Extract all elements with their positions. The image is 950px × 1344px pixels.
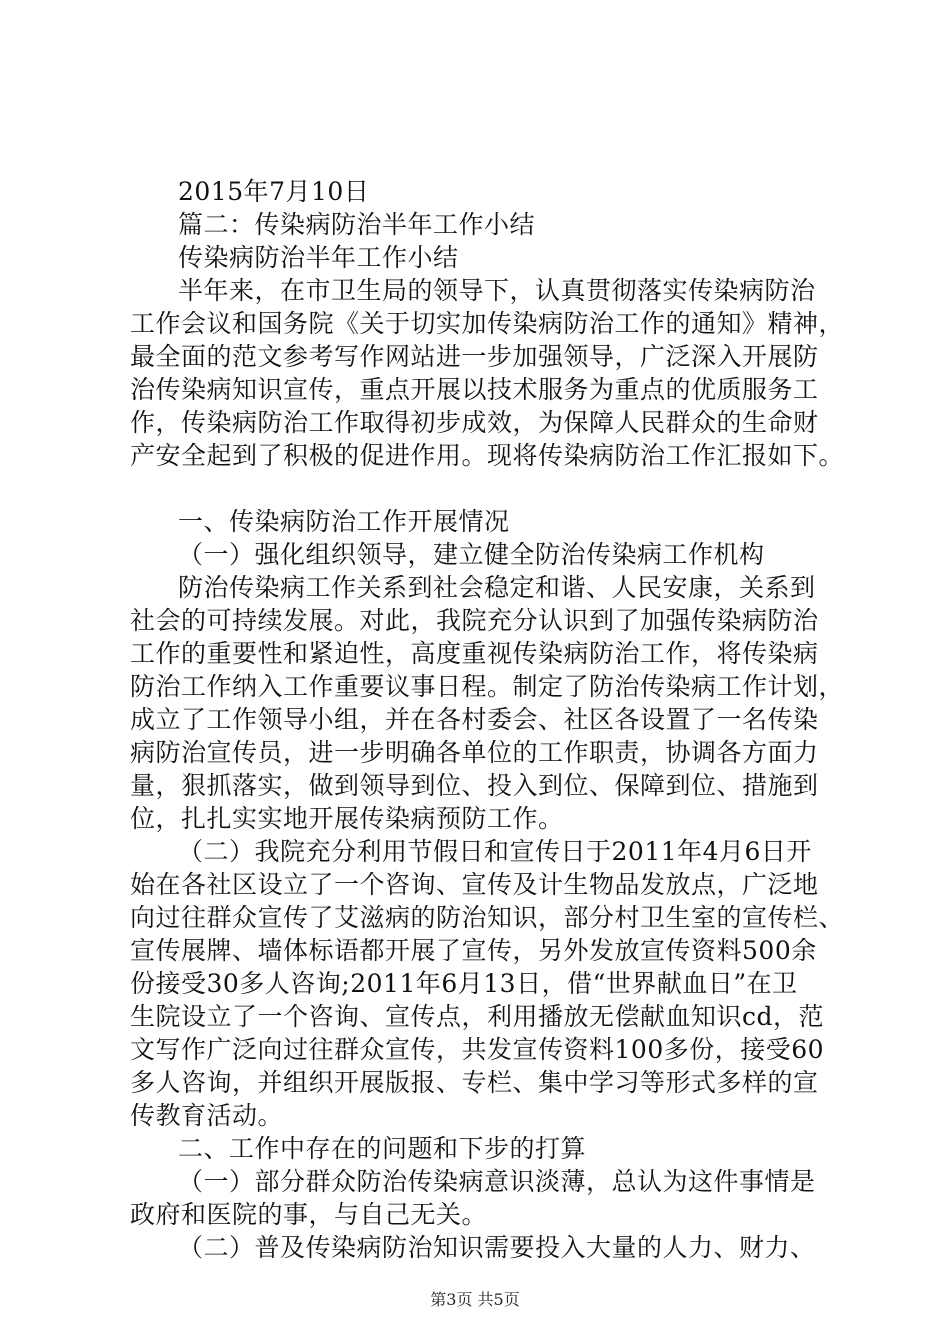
document-title: 传染病防治半年工作小结 (178, 243, 459, 272)
paragraph-line: 始在各社区设立了一个咨询、宣传及计生物品发放点，广泛地 (130, 870, 819, 899)
paragraph-line: 生院设立了一个咨询、宣传点，利用播放无偿献血知识cd，范 (130, 1002, 825, 1031)
paragraph-line: 社会的可持续发展。对此，我院充分认识到了加强传染病防治 (130, 606, 819, 635)
paragraph-line: 治传染病知识宣传，重点开展以技术服务为重点的优质服务工 (130, 375, 819, 404)
paragraph-line: 份接受30多人咨询;2011年6月13日，借“世界献血日”在卫 (130, 969, 798, 998)
paragraph-line: 宣传展牌、墙体标语都开展了宣传，另外发放宣传资料500余 (130, 936, 817, 965)
paragraph-line: 病防治宣传员，进一步明确各单位的工作职责，协调各方面力 (130, 738, 819, 767)
paragraph-line: 多人咨询，并组织开展版报、专栏、集中学习等形式多样的宣 (130, 1068, 819, 1097)
paragraph-line: 作，传染病防治工作取得初步成效，为保障人民群众的生命财 (130, 408, 819, 437)
paragraph-line: 工作的重要性和紧迫性，高度重视传染病防治工作，将传染病 (130, 639, 819, 668)
subsection-heading: （一）强化组织领导，建立健全防治传染病工作机构 (178, 540, 765, 569)
page-footer: 第3页 共5页 (430, 1290, 520, 1309)
paragraph-line: 半年来，在市卫生局的领导下，认真贯彻落实传染病防治 (178, 276, 816, 305)
section-heading: 篇二：传染病防治半年工作小结 (178, 210, 536, 239)
paragraph-line: 产安全起到了积极的促进作用。现将传染病防治工作汇报如下。 (130, 441, 845, 470)
section-heading: 二、工作中存在的问题和下步的打算 (178, 1134, 587, 1163)
paragraph-line: （一）部分群众防治传染病意识淡薄，总认为这件事情是 (178, 1167, 816, 1196)
paragraph-line: 成立了工作领导小组，并在各村委会、社区各设置了一名传染 (130, 705, 819, 734)
paragraph-line: 工作会议和国务院《关于切实加传染病防治工作的通知》精神， (130, 309, 845, 338)
paragraph-line: （二）我院充分利用节假日和宣传日于2011年4月6日开 (178, 837, 812, 866)
paragraph-line: 文写作广泛向过往群众宣传，共发宣传资料100多份，接受60 (130, 1035, 825, 1064)
paragraph-line: 最全面的范文参考写作网站进一步加强领导，广泛深入开展防 (130, 342, 819, 371)
paragraph-line: 量，狠抓落实，做到领导到位、投入到位、保障到位、措施到 (130, 771, 819, 800)
paragraph-line: 防治工作纳入工作重要议事日程。制定了防治传染病工作计划， (130, 672, 845, 701)
paragraph-line: 政府和医院的事，与自己无关。 (130, 1200, 488, 1229)
date-line: 2015年7月10日 (178, 177, 370, 206)
paragraph-line: 传教育活动。 (130, 1101, 284, 1130)
paragraph-line: 位，扎扎实实地开展传染病预防工作。 (130, 804, 564, 833)
paragraph-line: 向过往群众宣传了艾滋病的防治知识，部分村卫生室的宣传栏、 (130, 903, 845, 932)
paragraph-line: 防治传染病工作关系到社会稳定和谐、人民安康，关系到 (178, 573, 816, 602)
paragraph-line: （二）普及传染病防治知识需要投入大量的人力、财力、 (178, 1233, 816, 1262)
section-heading: 一、传染病防治工作开展情况 (178, 507, 510, 536)
